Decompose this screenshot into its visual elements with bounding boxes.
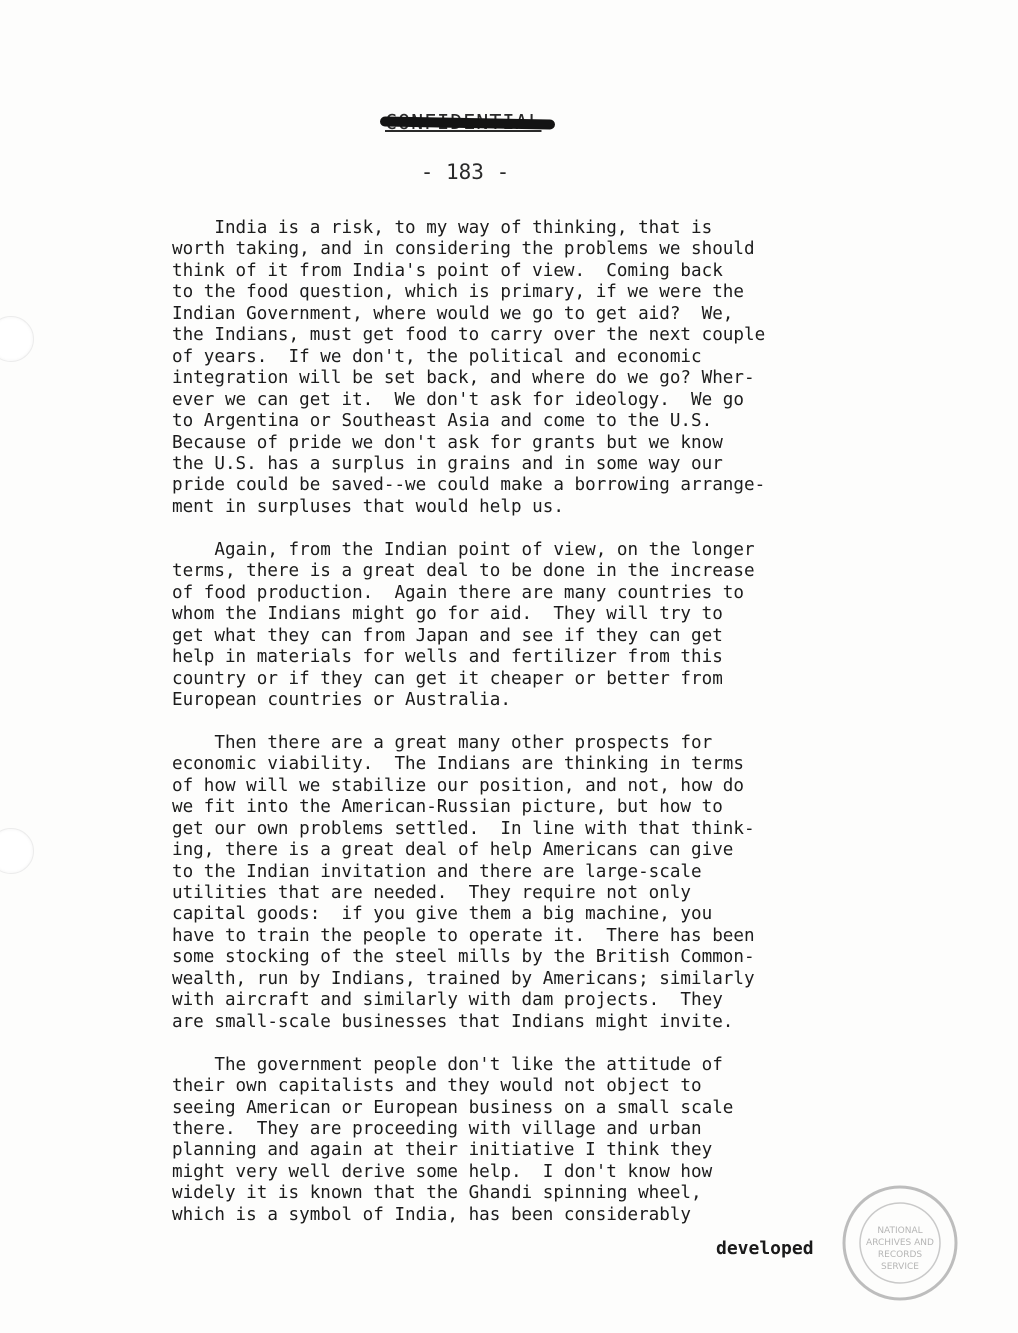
text-line: seeing American or European business on a small scale [172,1097,734,1118]
text-line: integration will be set back, and where do we go? Wher- [172,368,755,389]
text-line: their own capitalists and they would not object to [172,1076,702,1097]
punch-hole [0,316,34,362]
text-line: planning and again at their initiative I think they [172,1140,713,1161]
text-line: European countries or Australia. [172,689,511,710]
text-line: of how will we stabilize our position, and not, how do [172,775,744,796]
text-line: Again, from the Indian point of view, on the longer [172,539,755,560]
text-line: the Indians, must get food to carry over the next couple [172,325,766,346]
text-line: Because of pride we don't ask for grants but we know [172,432,723,453]
text-line: some stocking of the steel mills by the British Common- [172,947,755,968]
text-line: economic viability. The Indians are thinking in terms [172,754,744,775]
text-line: India is a risk, to my way of thinking, that is [172,218,713,238]
text-line: Then there are a great many other prospects for [172,732,713,753]
text-line: country or if they can get it cheaper or better from [172,668,723,689]
text-line: capital goods: if you give them a big machine, you [172,904,713,925]
paragraph [172,733,872,1033]
text-line: think of it from India's point of view. Coming back [172,260,723,281]
text-line: widely it is known that the Ghandi spinning wheel, [172,1183,702,1204]
text-line: Indian Government, where would we go to get aid? We, [172,303,734,324]
text-line: the U.S. has a surplus in grains and in some way our [172,453,723,474]
text-line: terms, there is a great deal to be done in the increase [172,561,755,582]
punch-hole [0,828,34,874]
text-line: there. They are proceeding with village and urban [172,1118,702,1139]
text-line: get our own problems settled. In line with that think- [172,818,755,839]
text-line: of food production. Again there are many countries to [172,582,744,603]
text-line: whom the Indians might go for aid. They will try to [172,604,723,625]
text-line: The government people don't like the attitude of [172,1054,723,1075]
text-line: to the Indian invitation and there are large-scale [172,861,702,882]
paragraph [172,1055,872,1227]
document-body [172,218,872,1226]
paragraph [172,540,872,712]
text-line: utilities that are needed. They require not only [172,883,692,904]
text-line: ing, there is a great deal of help Americans can give [172,840,734,861]
catchword: developed [716,1238,814,1259]
text-line: have to train the people to operate it. There has been [172,925,755,946]
paragraph [172,218,872,518]
text-line: to the food question, which is primary, if we were the [172,282,744,303]
text-line: pride could be saved--we could make a borrowing arrange- [172,475,766,496]
text-line: ever we can get it. We don't ask for ideology. We go [172,389,744,410]
page-number: - 183 - [420,160,510,184]
text-line: ment in surpluses that would help us. [172,496,564,517]
text-line: are small-scale businesses that Indians might invite. [172,1011,734,1032]
text-line: help in materials for wells and fertilizer from this [172,647,723,668]
text-line: worth taking, and in considering the problems we should [172,239,755,260]
svg-text:RECORDS: RECORDS [877,1250,923,1260]
archive-stamp-seal [840,1183,960,1303]
svg-text:NATIONAL: NATIONAL [877,1226,923,1236]
text-line: wealth, run by Indians, trained by Americans; similarly [172,968,755,989]
text-line: to Argentina or Southeast Asia and come to the U.S. [172,411,713,432]
text-line: get what they can from Japan and see if they can get [172,625,723,646]
text-line: of years. If we don't, the political and economic [172,346,702,367]
text-line: with aircraft and similarly with dam projects. They [172,990,723,1011]
svg-text:SERVICE: SERVICE [881,1262,919,1272]
text-line: we fit into the American-Russian picture, but how to [172,797,723,818]
text-line: might very well derive some help. I don't know how [172,1161,713,1182]
svg-text:ARCHIVES AND: ARCHIVES AND [866,1238,934,1248]
text-line: which is a symbol of India, has been considerably [172,1204,692,1225]
